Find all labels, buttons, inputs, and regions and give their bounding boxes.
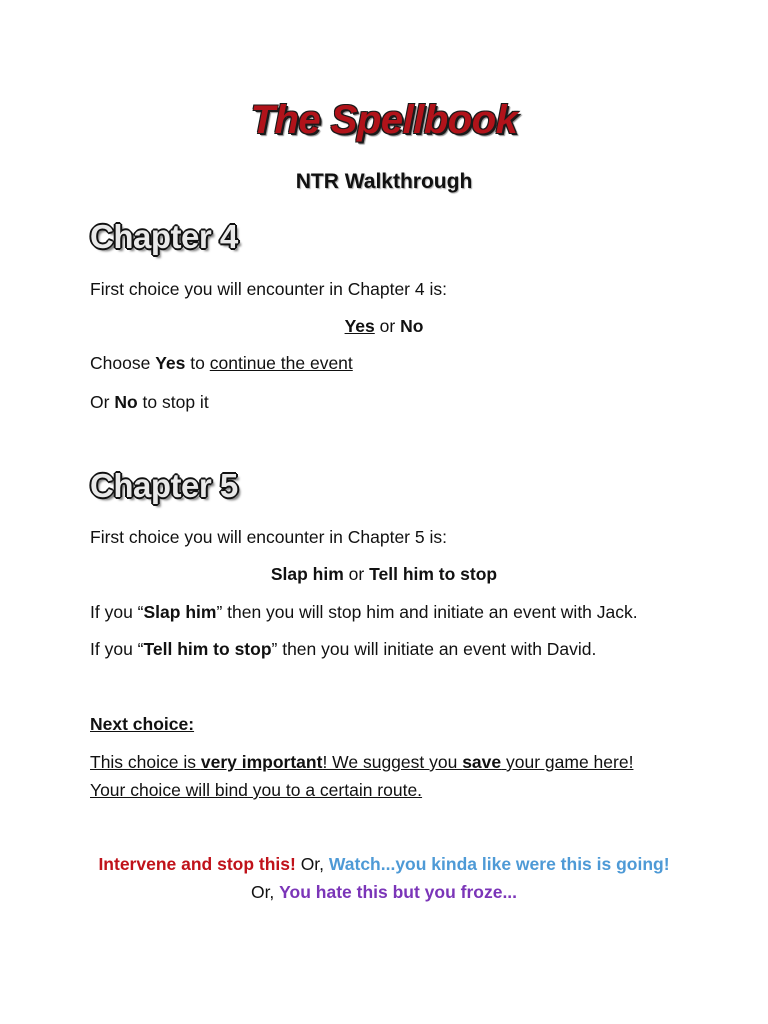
yes-line-underlined: continue the event bbox=[209, 353, 353, 373]
no-line-bold: No bbox=[114, 392, 138, 412]
option-tell-him-to-stop: Tell him to stop bbox=[369, 564, 498, 584]
document-title: The Spellbook bbox=[250, 98, 518, 142]
option-no: No bbox=[400, 316, 424, 336]
no-line-suffix: to stop it bbox=[142, 392, 209, 412]
yes-line-prefix: Choose bbox=[90, 353, 151, 373]
chapter-5-slap-line bbox=[90, 601, 638, 623]
option-separator: Or, bbox=[295, 854, 329, 874]
option-intervene: Intervene and stop this! bbox=[98, 854, 296, 874]
tell-line-suffix: ” then you will initiate an event with David. bbox=[271, 639, 597, 659]
next-choice-route-note: Your choice will bind you to a certain route. bbox=[90, 780, 423, 800]
chapter-5-intro: First choice you will encounter in Chapter 5 is: bbox=[90, 527, 447, 547]
next-choice-heading: Next choice: bbox=[90, 714, 195, 734]
next-choice-warning bbox=[90, 751, 633, 773]
option-froze: You hate this but you froze... bbox=[279, 882, 518, 902]
chapter-4-no-line bbox=[90, 391, 209, 413]
warning-very-important: very important bbox=[200, 752, 323, 772]
no-line-prefix: Or bbox=[90, 392, 110, 412]
option-yes: Yes bbox=[344, 316, 375, 336]
chapter-4-heading: Chapter 4 bbox=[90, 218, 238, 255]
option-slap-him: Slap him bbox=[270, 564, 344, 584]
yes-line-bold: Yes bbox=[155, 353, 186, 373]
tell-line-bold: Tell him to stop bbox=[143, 639, 272, 659]
warning-part-a: This choice is bbox=[90, 752, 201, 772]
option-watch: Watch...you kinda like were this is going! bbox=[328, 854, 670, 874]
chapter-4-intro: First choice you will encounter in Chapter 4 is: bbox=[90, 279, 447, 299]
chapter-5-tell-line bbox=[90, 638, 596, 660]
warning-part-c: your game here! bbox=[501, 752, 634, 772]
option-separator: or bbox=[348, 564, 365, 584]
option-separator: or bbox=[379, 316, 396, 336]
next-choice-options-line-1 bbox=[0, 853, 768, 875]
document-subtitle: NTR Walkthrough bbox=[295, 170, 473, 193]
warning-save: save bbox=[462, 752, 502, 772]
yes-line-mid: to bbox=[190, 353, 205, 373]
slap-line-prefix: If you “ bbox=[90, 602, 144, 622]
slap-line-suffix: ” then you will stop him and initiate an event with Jack. bbox=[216, 602, 638, 622]
option-separator: Or, bbox=[250, 882, 280, 902]
chapter-4-options bbox=[0, 315, 768, 337]
chapter-5-heading: Chapter 5 bbox=[90, 467, 238, 504]
chapter-4-yes-line bbox=[90, 352, 353, 374]
slap-line-bold: Slap him bbox=[143, 602, 217, 622]
tell-line-prefix: If you “ bbox=[90, 639, 144, 659]
next-choice-options-line-2 bbox=[0, 881, 768, 903]
warning-part-b: ! We suggest you bbox=[322, 752, 463, 772]
chapter-5-options bbox=[0, 563, 768, 585]
